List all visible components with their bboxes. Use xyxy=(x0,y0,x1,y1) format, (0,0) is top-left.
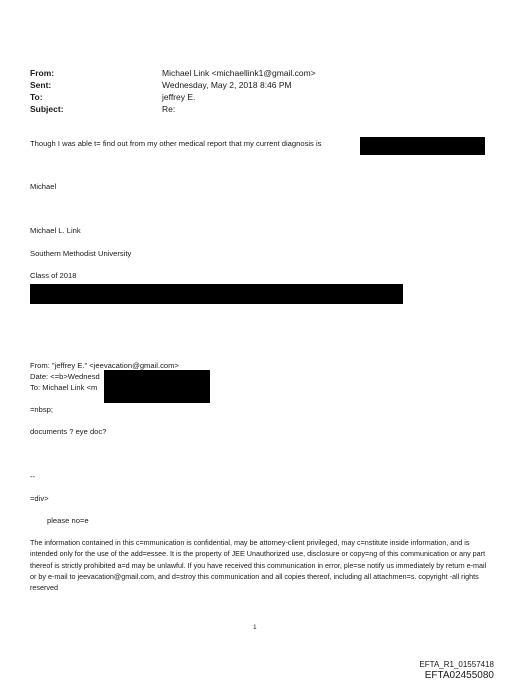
subject-label: Subject: xyxy=(30,104,64,114)
quoted-please: please no=e xyxy=(47,516,89,525)
from-label: From: xyxy=(30,68,55,78)
quoted-nbsp: =nbsp; xyxy=(30,405,54,414)
signature-name: Michael L. Link xyxy=(30,226,81,235)
quoted-to: To: Michael Link <m xyxy=(30,383,98,392)
redaction-box xyxy=(104,370,210,403)
confidentiality-notice: The information contained in this c=mmunication is confidential, may be attorney-client privileged, may c=nstitute inside information, and is intended only for the use of the add=essee. It is the property of JEE Unauthorized use, disclosure or copy=ng of this communication or any part thereof is strictly prohibited a=d may be unlawful. If you have received this communication in error, ple=se notify us immediately by return e-mail or by e-mail to jeevacation@gmail.com, and d=stroy this communication and all copies thereof, including all attachmen=s. copyright -all rights reserved xyxy=(30,538,487,593)
footer-id-1: EFTA_R1_01557418 xyxy=(419,660,494,669)
page-number: 1 xyxy=(253,624,257,631)
quoted-from: From: "jeffrey E." <jeevacation@gmail.com> xyxy=(30,361,179,370)
redaction-box xyxy=(360,137,485,155)
quoted-date: Date: <=b>Wednesd xyxy=(30,372,100,381)
quoted-dashes: -- xyxy=(30,472,36,481)
footer-id-2: EFTA02455080 xyxy=(424,670,494,681)
sent-value: Wednesday, May 2, 2018 8:46 PM xyxy=(162,80,292,90)
redaction-box xyxy=(30,284,403,304)
from-value: Michael Link <michaellink1@gmail.com> xyxy=(162,68,316,78)
signature-school: Southern Methodist University xyxy=(30,249,132,258)
quoted-question: documents ? eye doc? xyxy=(30,427,107,436)
message-line-1: Though I was able t= find out from my other medical report that my current diagnosis is xyxy=(30,139,322,148)
subject-value: Re: xyxy=(162,104,176,114)
sent-label: Sent: xyxy=(30,80,52,90)
signature-class: Class of 2018 xyxy=(30,271,77,280)
to-value: jeffrey E. xyxy=(162,92,196,102)
to-label: To: xyxy=(30,92,43,102)
quoted-div: =div> xyxy=(30,494,49,503)
sign-off-name: Michael xyxy=(30,182,57,191)
